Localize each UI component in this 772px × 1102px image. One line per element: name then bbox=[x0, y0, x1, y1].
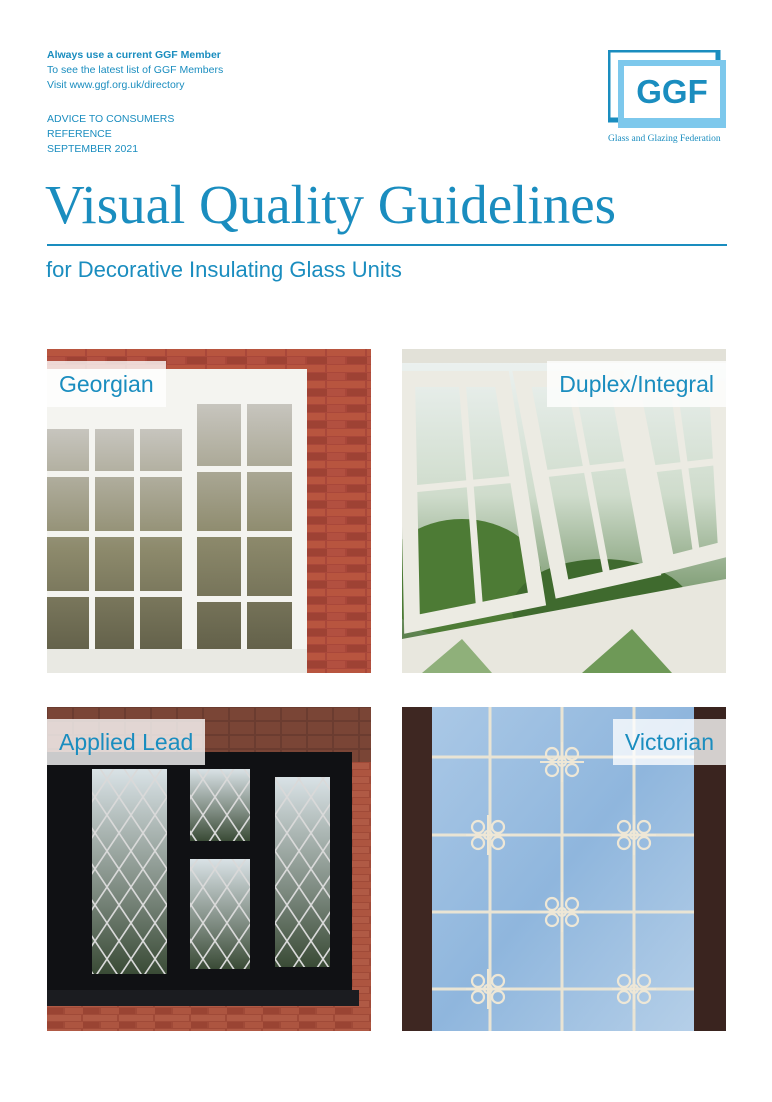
members-line: To see the latest list of GGF Members bbox=[47, 64, 224, 76]
title-rule bbox=[47, 244, 727, 246]
meta-category: ADVICE TO CONSUMERS bbox=[47, 113, 175, 125]
page-subtitle: for Decorative Insulating Glass Units bbox=[46, 257, 402, 282]
label-georgian: Georgian bbox=[47, 361, 166, 407]
logo-text: GGF bbox=[636, 73, 708, 110]
visit-line: Visit www.ggf.org.uk/directory bbox=[47, 79, 185, 91]
label-applied-lead: Applied Lead bbox=[47, 719, 205, 765]
label-victorian: Victorian bbox=[613, 719, 726, 765]
logo-caption: Glass and Glazing Federation bbox=[608, 134, 721, 144]
page-title: Visual Quality Guidelines bbox=[45, 174, 617, 235]
panel-victorian bbox=[402, 707, 726, 1031]
member-info bbox=[47, 48, 223, 93]
member-line: Always use a current GGF Member bbox=[47, 49, 221, 61]
label-duplex: Duplex/Integral bbox=[547, 361, 726, 407]
panel-georgian bbox=[47, 349, 371, 673]
meta-type: REFERENCE bbox=[47, 128, 112, 140]
ggf-logo bbox=[608, 50, 728, 150]
ggf-logo-mark bbox=[608, 50, 728, 132]
meta-date: SEPTEMBER 2021 bbox=[47, 143, 139, 155]
document-meta bbox=[47, 112, 174, 157]
panel-duplex bbox=[402, 349, 726, 673]
panel-applied-lead bbox=[47, 707, 371, 1031]
